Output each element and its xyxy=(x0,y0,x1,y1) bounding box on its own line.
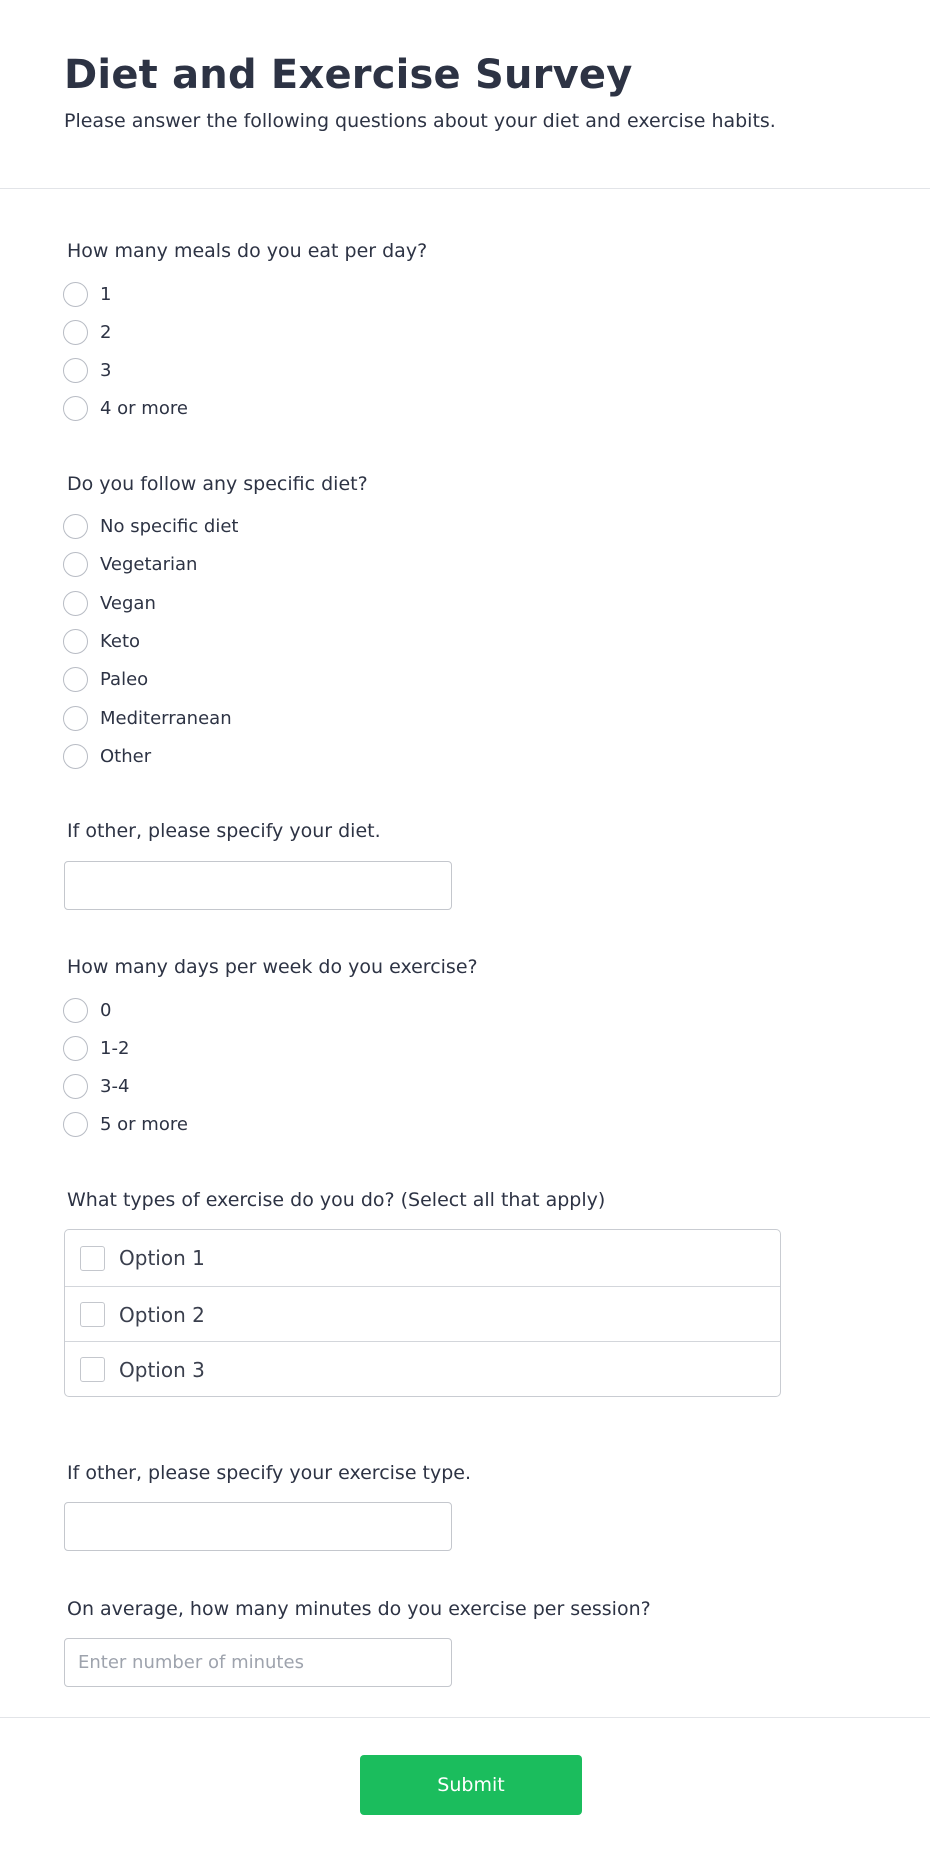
radio-button[interactable] xyxy=(63,744,88,769)
exercise-types-checkbox-group xyxy=(64,1229,781,1397)
meals-question-label: How many meals do you eat per day? xyxy=(67,240,428,262)
exercise-types-question-label: What types of exercise do you do? (Select all that apply) xyxy=(67,1189,606,1211)
radio-button[interactable] xyxy=(63,396,88,421)
radio-button[interactable] xyxy=(63,667,88,692)
radio-button[interactable] xyxy=(63,629,88,654)
diet-option-other[interactable]: Other xyxy=(63,743,151,769)
exercise-days-option-0[interactable]: 0 xyxy=(63,997,111,1023)
radio-button[interactable] xyxy=(63,320,88,345)
diet-question-label: Do you follow any specific diet? xyxy=(67,473,368,495)
radio-button[interactable] xyxy=(63,1036,88,1061)
minutes-question-label: On average, how many minutes do you exercise per session? xyxy=(67,1598,651,1620)
radio-button[interactable] xyxy=(63,591,88,616)
radio-button[interactable] xyxy=(63,552,88,577)
diet-option-keto[interactable]: Keto xyxy=(63,628,140,654)
checkbox[interactable] xyxy=(80,1357,105,1382)
diet-option-vegetarian[interactable]: Vegetarian xyxy=(63,551,197,577)
exercise-days-option-5-or-more[interactable]: 5 or more xyxy=(63,1111,188,1137)
diet-option-vegan[interactable]: Vegan xyxy=(63,590,156,616)
exercise-type-option-3[interactable]: Option 3 xyxy=(65,1341,780,1397)
exercise-days-option-3-4[interactable]: 3-4 xyxy=(63,1073,129,1099)
exercise-other-input[interactable] xyxy=(64,1502,452,1551)
survey-header xyxy=(0,0,930,189)
footer-divider xyxy=(0,1717,930,1718)
meals-option-1[interactable]: 1 xyxy=(63,281,111,307)
diet-other-input[interactable] xyxy=(64,861,452,910)
radio-button[interactable] xyxy=(63,1112,88,1137)
radio-button[interactable] xyxy=(63,1074,88,1099)
page-subtitle: Please answer the following questions about your diet and exercise habits. xyxy=(64,110,776,132)
page-title: Diet and Exercise Survey xyxy=(64,52,633,98)
diet-other-label: If other, please specify your diet. xyxy=(67,820,381,842)
diet-option-none[interactable]: No specific diet xyxy=(63,513,239,539)
radio-button[interactable] xyxy=(63,514,88,539)
minutes-input[interactable] xyxy=(64,1638,452,1687)
radio-button[interactable] xyxy=(63,282,88,307)
radio-button[interactable] xyxy=(63,706,88,731)
diet-option-paleo[interactable]: Paleo xyxy=(63,666,148,692)
exercise-type-option-1[interactable]: Option 1 xyxy=(65,1230,780,1286)
submit-button[interactable]: Submit xyxy=(360,1755,582,1815)
exercise-days-option-1-2[interactable]: 1-2 xyxy=(63,1035,129,1061)
radio-button[interactable] xyxy=(63,358,88,383)
radio-button[interactable] xyxy=(63,998,88,1023)
checkbox[interactable] xyxy=(80,1246,105,1271)
exercise-other-label: If other, please specify your exercise type. xyxy=(67,1462,472,1484)
meals-option-2[interactable]: 2 xyxy=(63,319,111,345)
exercise-days-question-label: How many days per week do you exercise? xyxy=(67,956,478,978)
diet-option-mediterranean[interactable]: Mediterranean xyxy=(63,705,232,731)
checkbox[interactable] xyxy=(80,1302,105,1327)
meals-option-4-or-more[interactable]: 4 or more xyxy=(63,395,188,421)
meals-option-3[interactable]: 3 xyxy=(63,357,111,383)
exercise-type-option-2[interactable]: Option 2 xyxy=(65,1286,780,1342)
